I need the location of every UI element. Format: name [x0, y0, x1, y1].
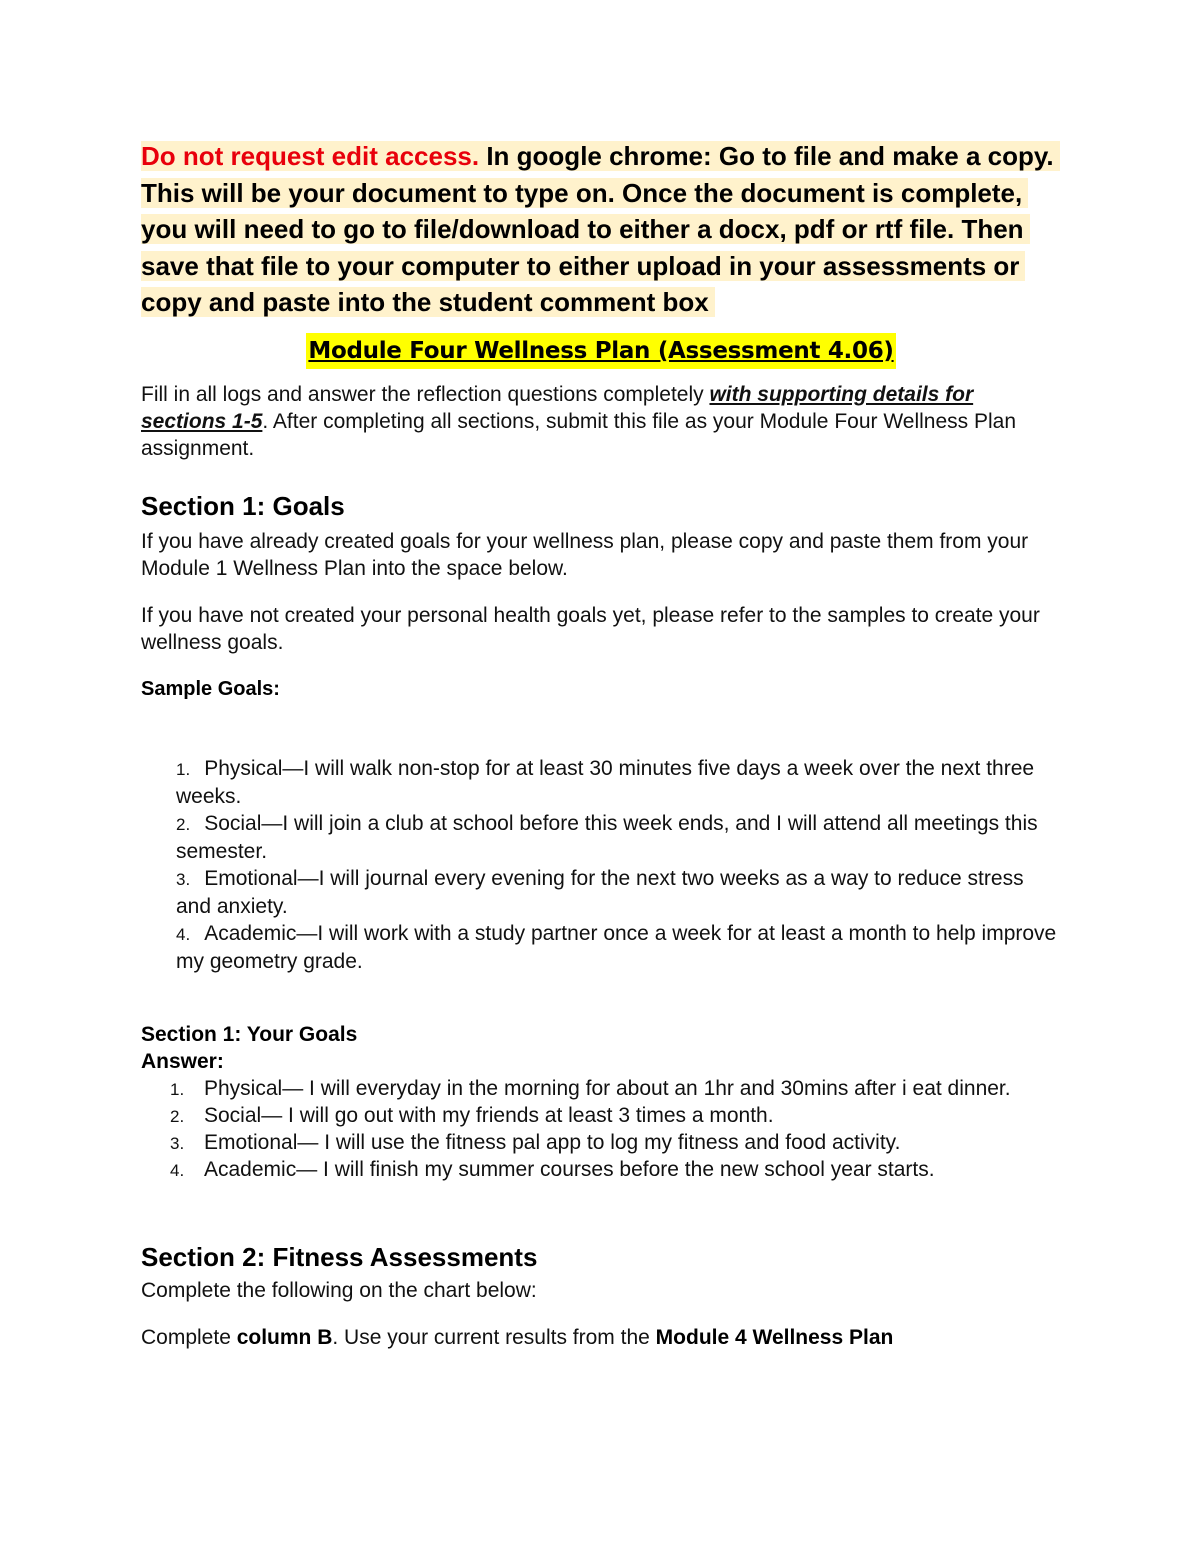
- list-text: Emotional—I will journal every evening for the next two weeks as a way to reduce stress and anxiety.: [176, 866, 1024, 918]
- copy-instructions: In google chrome: Go to file and make a copy. This will be your document to type on. Once the document is complete, you will need to go to file/download to either a docx, pdf or rtf file. Then save that file to your computer to either upload in your assessments or copy and paste into the student comment box: [141, 141, 1054, 317]
- list-number: 3.: [176, 869, 191, 889]
- section2-heading: Section 2: Fitness Assessments: [141, 1241, 538, 1272]
- intro-text-start: Fill in all logs and answer the reflection questions completely: [141, 382, 710, 406]
- answer-label: Answer:: [141, 1049, 224, 1073]
- list-number: 1.: [170, 1079, 185, 1099]
- instructions-notice: [141, 138, 1061, 321]
- no-edit-warning: Do not request edit access.: [141, 141, 480, 171]
- list-item: [176, 810, 1061, 865]
- para-text: . Use your current results from the: [332, 1325, 656, 1349]
- section1-para2: If you have not created your personal health goals yet, please refer to the samples to create your wellness goals.: [141, 603, 1040, 654]
- list-text: Academic—I will work with a study partner once a week for at least a month to help improve my geometry grade.: [176, 921, 1057, 973]
- sample-goals-list: [176, 755, 1061, 975]
- list-number: 4.: [170, 1160, 185, 1180]
- list-number: 2.: [170, 1106, 185, 1126]
- list-item: [176, 865, 1061, 920]
- intro-text-end: . After completing all sections, submit this file as your Module Four Wellness Plan assignment.: [141, 409, 1017, 460]
- list-item: [176, 755, 1061, 810]
- list-text: Emotional— I will use the fitness pal app to log my fitness and food activity.: [204, 1130, 901, 1154]
- section1-para1: If you have already created goals for your wellness plan, please copy and paste them from your Module 1 Wellness Plan into the space below.: [141, 529, 1029, 580]
- intro-paragraph: [141, 381, 1061, 462]
- list-text: Social—I will join a club at school before this week ends, and I will attend all meetings this semester.: [176, 811, 1038, 863]
- list-item: [170, 1129, 1061, 1156]
- section1-heading: Section 1: Goals: [141, 490, 345, 521]
- list-number: 1.: [176, 759, 191, 779]
- document-page: [141, 138, 1061, 1371]
- list-text: Physical—I will walk non-stop for at least 30 minutes five days a week over the next three weeks.: [176, 756, 1035, 808]
- answer-goals-list: [170, 1075, 1061, 1183]
- list-number: 4.: [176, 924, 191, 944]
- list-item: [170, 1102, 1061, 1129]
- list-item: [170, 1075, 1061, 1102]
- list-number: 2.: [176, 814, 191, 834]
- sample-goals-label: Sample Goals:: [141, 677, 280, 700]
- para-text: Complete: [141, 1325, 237, 1349]
- list-number: 3.: [170, 1133, 185, 1153]
- list-text: Physical— I will everyday in the morning for about an 1hr and 30mins after i eat dinner.: [204, 1076, 1011, 1100]
- document-title: Module Four Wellness Plan (Assessment 4.06): [306, 333, 895, 369]
- list-text: Academic— I will finish my summer courses before the new school year starts.: [204, 1157, 935, 1181]
- your-goals-heading: Section 1: Your Goals: [141, 1022, 358, 1046]
- module-4-emphasis: Module 4 Wellness Plan: [655, 1325, 894, 1349]
- list-item: [176, 920, 1061, 975]
- list-text: Social— I will go out with my friends at least 3 times a month.: [204, 1103, 774, 1127]
- title-container: [141, 333, 1061, 381]
- column-b-emphasis: column B: [236, 1325, 333, 1349]
- list-item: [170, 1156, 1061, 1183]
- intro-emphasis: with supporting details for sections 1-5: [141, 382, 974, 433]
- section2-para2: [141, 1324, 1061, 1351]
- section2-para1: Complete the following on the chart below:: [141, 1278, 537, 1302]
